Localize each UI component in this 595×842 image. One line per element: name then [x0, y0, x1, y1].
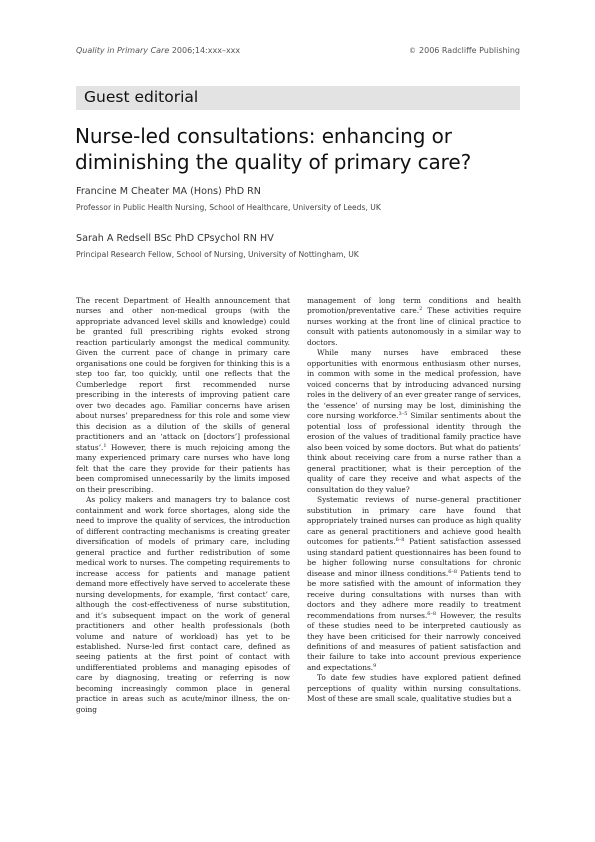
paragraph: To date few studies have explored patient defined perceptions of quality within nursing consultations. Most of these are small scale, qualitative studies but a [307, 673, 521, 704]
section-band [76, 86, 520, 110]
section-label: Guest editorial [84, 88, 199, 106]
paragraph: management of long term conditions and health promotion/preventative care.$^2$ These activities require nurses working at the front line of clinical practice to consult with patients autonomously in a similar way to doctors. [307, 296, 521, 347]
article-title: Nurse-led consultations: enhancing or diminishing the quality of primary care? [75, 124, 472, 174]
author-name-1: Francine M Cheater MA (Hons) PhD RN [76, 186, 261, 197]
reference-marker: 6–8 [395, 537, 405, 544]
reference-marker: 6–8 [427, 610, 437, 617]
reference-marker: 1 [103, 442, 107, 449]
running-header-copyright [409, 46, 520, 55]
reference-marker: 2 [419, 306, 423, 313]
paragraph: The recent Department of Health announcement that nurses and other non-medical groups (with the appropriate advanced level skills and knowledge) could be granted full prescribing rights evoked strong reaction particularly amongst the medical community. Given the current pace of change in primary care organisations one could be forgiven for thinking this is a step too far, too quickly, until one reflects that the Cumberledge report first recommended nurse prescribing in the interests of improving patient care over two decades ago. Familiar concerns have arisen about nurses’ preparedness for this role and some view this decision as a dilution of the skills of general practitioners and an ‘attack on [doctors’] professional status’.$^1$ However, there is much rejoicing among the many experienced primary care nurses who have long felt that the care they provide for their patients has been compromised unnecessarily by the limits imposed on their prescribing. [76, 296, 290, 494]
reference-marker: 3–5 [398, 411, 408, 418]
journal-name: Quality in Primary Care [76, 46, 170, 55]
paragraph: As policy makers and managers try to balance cost containment and work force shortages, along side the need to improve the quality of services, the introduction of different contracting mechanisms is creating greater diversification of models of primary care, including general practice and further redistribution of some medical work to nurses. The competing requirements to increase access for patients and manage patient demand more effectively have served to accelerate these nursing developments, for example, ‘first contact’ care, although the cost-effectiveness of nurse substitution, and it’s subsequent impact on the work of general practitioners and other health professionals (both volume and nature of workload) has yet to be established. Nurse-led first contact care, defined as seeing patients at the first point of contact with undifferentiated problems and managing episodes of care by diagnosing, treating or referring is now becoming increasingly common place in general practice in areas such as acute/minor illness, the on-going [76, 495, 290, 714]
body-column-right [307, 296, 521, 705]
running-header-citation [76, 46, 240, 55]
author-affiliation-2: Principal Research Fellow, School of Nursing, University of Nottingham, UK [76, 250, 359, 259]
author-affiliation-1: Professor in Public Health Nursing, School of Healthcare, University of Leeds, UK [76, 203, 381, 212]
reference-marker: 6–8 [448, 568, 458, 575]
citation-volume: 2006;14:xxx–xxx [171, 46, 241, 55]
reference-marker: 9 [373, 662, 377, 669]
copyright-icon: © [409, 47, 417, 55]
body-column-left [76, 296, 290, 715]
author-name-2: Sarah A Redsell BSc PhD CPsychol RN HV [76, 233, 274, 244]
publisher-name: 2006 Radcliffe Publishing [419, 46, 520, 55]
paragraph: While many nurses have embraced these opportunities with enormous enthusiasm other nurses, in common with some in the medical profession, have voiced concerns that by introducing advanced nursing roles in the delivery of an ever greater range of services, the ‘essence’ of nursing may be lost, diminishing the core nursing workforce.$^{3-5}$ Similar sentiments about the potential loss of professional identity through the erosion of the values of traditional family practice have also been voiced by some doctors. But what do patients’ think about receiving care from a nurse rather than a general practitioner, what is their perception of the quality of care they receive and what aspects of the consultation do they value? [307, 348, 521, 494]
paragraph: Systematic reviews of nurse–general practitioner substitution in primary care have found that appropriately trained nurses can produce as high quality care as general practitioners and achieve good health outcomes for patients.$^{6-8}$ Patient satisfaction assessed using standard patient questionnaires has been found to be higher following nurse consultations for chronic disease and minor illness conditions.$^{6-8}$ Patients tend to be more satisfied with the amount of information they receive during consultations with nurses than with doctors and they adhere more readily to treatment recommendations from nurses.$^{6-8}$ However, the results of these studies need to be interpreted cautiously as they have been criticised for their narrowly conceived definitions of and measures of patient satisfaction and their failure to take into account previous experience and expectations.$^9$ [307, 495, 522, 672]
